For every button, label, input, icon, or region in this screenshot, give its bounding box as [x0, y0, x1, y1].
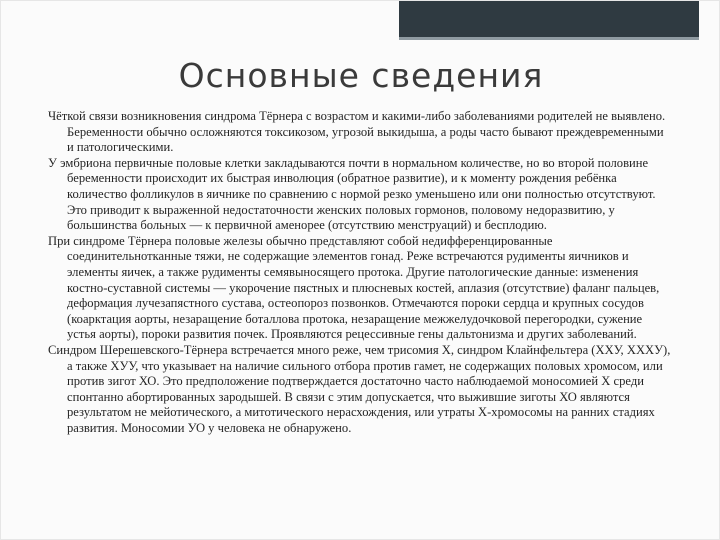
slide-body [48, 109, 673, 436]
paragraph-1: Чёткой связи возникновения синдрома Тёрнера с возрастом и какими-либо заболеваниями родителей не выявлено. Беременности обычно осложняются токсикозом, угрозой выкидыша, а роды часто бывают преждевременными и патологическими. [48, 109, 666, 155]
paragraph-3: При синдроме Тёрнера половые железы обычно представляют собой недифференцированные соединительнотканные тяжи, не содержащие элементов гонад. Реже встречаются рудименты яичников и элементы яичек, а также рудименты семявыносящего протока. Другие патологические данные: изменения костно-суставной системы — укорочение пястных и плюсневых костей, аплазия (отсутствие) фаланг пальцев, деформация лучезапястного сустава, остеопороз позвонков. Отмечаются пороки сердца и крупных сосудов (коарктация аорты, незаращение боталлова протока, незаращение межжелудочковой перегородки, сужение устья аорты), пороки развития почек. Проявляются рецессивные гены дальтонизма и других заболеваний. [48, 233, 660, 342]
header-accent-line [399, 37, 699, 40]
header-accent-bar [399, 1, 699, 37]
paragraph-4: Синдром Шерешевского-Тёрнера встречается много реже, чем трисомия X, синдром Клайнфельтера (ХХУ, ХХХУ), а также ХУУ, что указывает на наличие сильного отбора против гамет, не содержащих половых хромосом, или против зигот ХО. Это предположение подтверждается достаточно часто наблюдаемой моносомией X среди спонтанно абортированных зародышей. В связи с этим допускается, что выжившие зиготы ХО являются результатом не мейотического, а митотического нерасхождения, или утраты X-хромосомы на ранних стадиях развития. Моносомии УО у человека не обнаружено. [48, 342, 671, 435]
slide-title: Основные сведения [178, 56, 544, 95]
paragraph-2: У эмбриона первичные половые клетки закладываются почти в нормальном количестве, но во второй половине беременности происходит их быстрая инволюция (обратное развитие), и к моменту рождения ребёнка количество фолликулов в яичнике по сравнению с нормой резко уменьшено или они полностью отсутствуют. Это приводит к выраженной недостаточности женских половых гормонов, половому недоразвитию, у большинства больных — к первичной аменорее (отсутствию менструаций) и бесплодию. [48, 155, 656, 233]
